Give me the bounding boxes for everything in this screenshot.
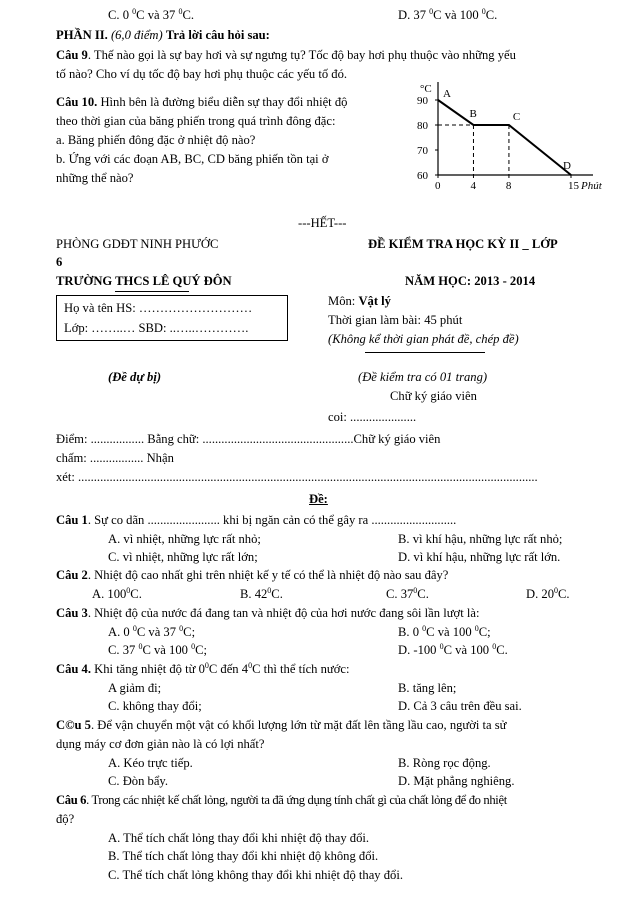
exam-title: ĐỀ KIỂM TRA HỌC KỲ II _ LỚP [368,237,558,251]
question-1-option-a: A. vì nhiệt, những lực rất nhỏ; [108,532,261,546]
student-class-line: Lớp: ……..… SBD: ..…..…………. [64,321,249,335]
student-info-box [56,295,288,341]
question-4-option-d: D. Cả 3 câu trên đều sai. [398,699,522,713]
question-5-option-b: B. Ròng rọc động. [398,756,491,770]
question-2: Câu 2. Nhiệt độ cao nhất ghi trên nhiệt kế y tế có thể là nhiệt độ nào sau đây? [56,568,449,582]
student-name-line: Họ và tên HS: ……………………… [64,301,253,315]
question-6-option-c: C. Thể tích chất lỏng không thay đổi khi nhiệt độ thay đổi. [108,868,403,882]
department-name: PHÒNG GDĐT NINH PHƯỚC [56,237,219,251]
question-5-option-a: A. Kéo trực tiếp. [108,756,193,770]
question-4-option-b: B. tăng lên; [398,681,457,695]
prev-option-c: C. 0 $^0$C và 37 $^0$C. [108,7,195,22]
series-line [438,100,571,175]
proctor-signature: Chữ ký giáo viên [390,389,477,403]
x-tick-label: 15 [568,180,579,192]
school-name: TRƯỜNG THCS LÊ QUÝ ĐÔN [56,274,232,288]
header-underline [115,291,189,292]
part2-heading: PHẦN II. (6,0 điểm) Trả lời câu hỏi sau: [56,28,270,42]
school-year: NĂM HỌC: 2013 - 2014 [405,274,536,288]
question-5-line2: dụng máy cơ đơn giản nào là có lợi nhất? [56,737,265,751]
question-3-option-b: B. 0 $^0$C và 100 $^0$C; [398,624,491,639]
point-label: C [512,111,521,123]
question-3-option-c: C. 37 $^0$C và 100 $^0$C; [108,642,207,657]
proctor-signature-line: coi: ..................... [328,410,417,424]
question-1: Câu 1. Sự co dãn ....................... khi bị ngăn cản có thể gây ra ........................... [56,513,457,527]
question-3-option-a: A. 0 $^0$C và 37 $^0$C; [108,624,196,639]
exam-subject: Môn: Vật lý [328,294,391,308]
x-tick-label: 0 [435,180,441,192]
x-tick-label: 8 [505,180,512,192]
question-3: Câu 3. Nhiệt độ của nước đá đang tan và nhiệt độ của hơi nước đang sôi lần lượt là: [56,606,480,620]
point-label: D [563,160,571,172]
question-2-option-a: A. $100^0C$. [92,586,142,601]
y-tick-label: 60 [417,170,428,182]
prev-option-d: D. 37 $^0$C và 100 $^0$C. [398,7,498,22]
question-6-option-a: A. Thể tích chất lỏng thay đổi khi nhiệt độ thay đổi. [108,831,370,845]
point-label: A [443,88,451,100]
question-1-option-b: B. vì khí hậu, những lực rất nhỏ; [398,532,563,546]
exam-info-underline [365,352,485,353]
question-3-option-d: D. -100 $^0$C và 100 $^0$C. [398,642,508,657]
grader-line: chấm: ................. Nhận [56,451,174,465]
question-10: Câu 10. Hình bên là đường biểu diễn sự thay đổi nhiệt độ [56,95,348,109]
question-2-option-c: C. $37^0C$. [386,586,429,601]
x-axis-label: Phút [581,180,602,192]
question-4-option-c: C. không thay đổi; [108,699,202,713]
question-10-b-line2: những thể nào? [56,171,134,185]
question-4: Câu 4. Khi tăng nhiệt độ từ $0^0C$ đến $4^0C$ thì thể tích nước: [56,661,350,676]
pages-note: (Đề kiểm tra có 01 trang) [358,370,488,384]
question-9-line2: tố nào? Cho ví dụ tốc độ bay hơi phụ thuộc các yếu tố đó. [56,67,348,81]
exam-grade: 6 [56,255,63,269]
y-tick-label: 90 [417,95,428,107]
exam-time: Thời gian làm bài: 45 phút [328,313,463,327]
question-6-option-b: B. Thể tích chất lỏng thay đổi khi nhiệt độ không đổi. [108,849,379,863]
question-4-option-a: A giảm đi; [108,681,162,695]
score-line: Điểm: ................. Bằng chữ: ................................................Chữ ký giáo viên [56,432,441,446]
y-tick-label: 70 [417,145,428,157]
y-axis-label: °C [420,83,432,95]
x-tick-label: 4 [470,180,476,192]
question-6: Câu 6. Trong các nhiệt kế chất lỏng, người ta đã ứng dụng tính chất gì của chất lỏng để đo nhiệt [56,793,507,807]
question-10-line2: theo thời gian của băng phiến trong quá trình đông đặc: [56,114,336,128]
question-6-line2: độ? [56,812,75,826]
exam-heading: Đề: [309,492,328,506]
end-marker: ---HẾT--- [298,216,347,230]
question-10-a: a. Băng phiến đông đặc ở nhiệt độ nào? [56,133,256,147]
backup-label: (Đề dự bị) [108,370,162,384]
question-1-option-d: D. vì khí hậu, những lực rất lớn. [398,550,561,564]
exam-time-note: (Không kể thời gian phát đề, chép đề) [328,332,519,346]
question-10-b: b. Ứng với các đoạn AB, BC, CD băng phiến tồn tại ở [56,152,329,166]
question-5-option-c: C. Đòn bẩy. [108,774,169,788]
temperature-chart [410,78,610,193]
comment-line: xét: .................................................................................................................................................. [56,470,538,484]
point-label: B [469,108,477,120]
y-tick-label: 80 [417,120,428,132]
question-9: Câu 9. Thế nào gọi là sự bay hơi và sự ngưng tụ? Tốc độ bay hơi phụ thuộc vào những yếu [56,48,516,62]
question-5-option-d: D. Mặt phẳng nghiêng. [398,774,515,788]
question-2-option-d: D. $20^0C$. [526,586,570,601]
question-1-option-c: C. vì nhiệt, những lực rất lớn; [108,550,258,564]
question-2-option-b: B. $42^0C$. [240,586,283,601]
question-5: C©u 5. Để vận chuyển một vật có khối lượng lớn từ mặt đất lên tầng lầu cao, người ta sử [56,718,507,732]
